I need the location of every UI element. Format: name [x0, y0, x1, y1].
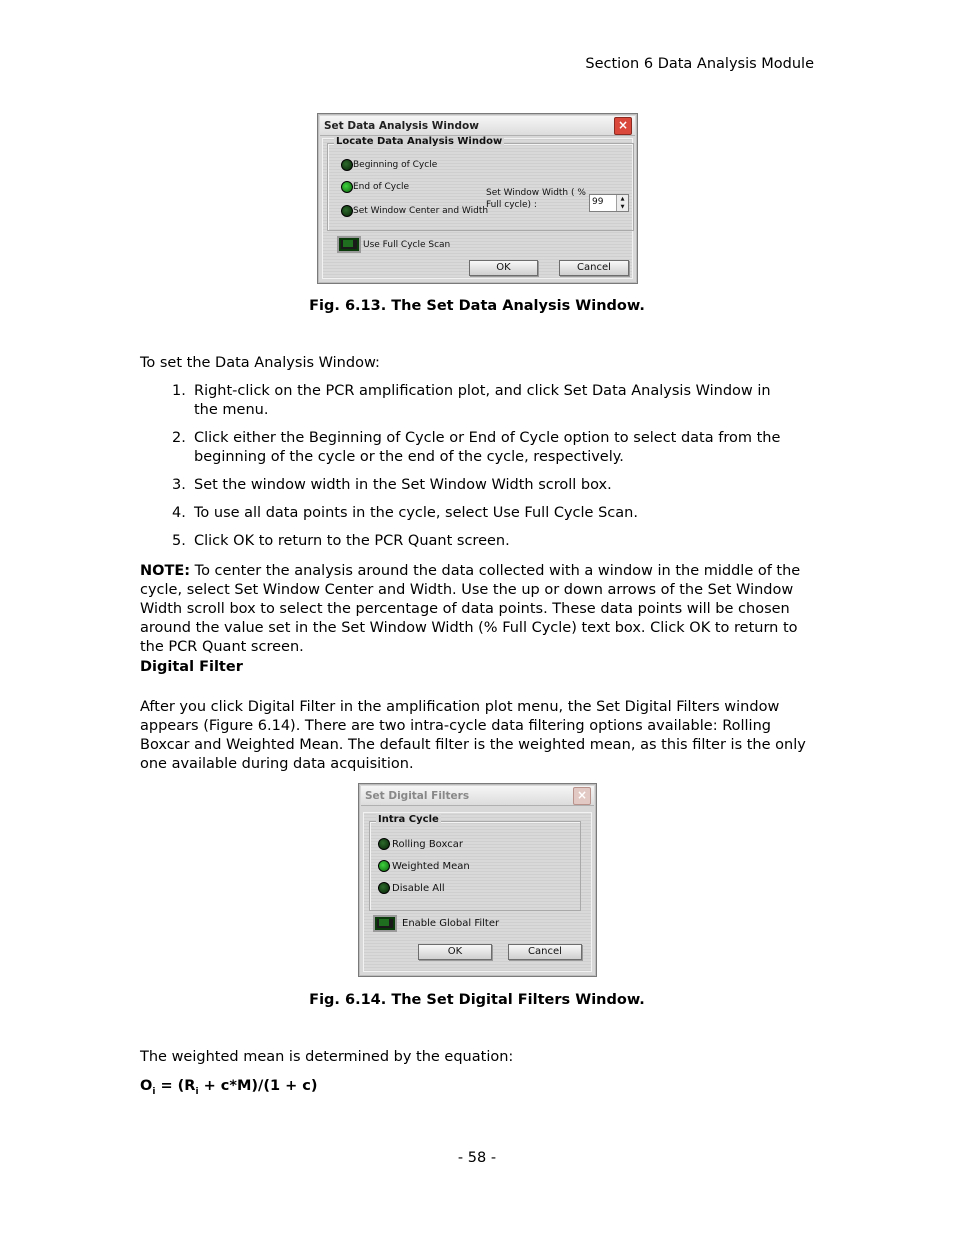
note-paragraph: [140, 562, 820, 657]
list-number: 1.: [172, 383, 186, 399]
list-number: 2.: [172, 430, 186, 446]
cancel-button[interactable]: Cancel: [559, 260, 629, 276]
radio-label: End of Cycle: [353, 182, 410, 192]
rolling-boxcar-radio[interactable]: [378, 838, 390, 850]
section-heading: Digital Filter: [140, 659, 243, 675]
radio-label: Rolling Boxcar: [392, 839, 463, 850]
window-width-spinner[interactable]: [589, 194, 629, 212]
equation-intro: The weighted mean is determined by the equation:: [140, 1049, 514, 1065]
intro-text: To set the Data Analysis Window:: [140, 355, 380, 371]
equation-subscript: i: [152, 1086, 156, 1097]
set-digital-filters-dialog: [358, 783, 597, 977]
dialog-title: Set Digital Filters: [365, 790, 470, 802]
running-header: Section 6 Data Analysis Module: [585, 56, 814, 72]
window-width-value: 99: [592, 197, 604, 207]
dialog-title-bar[interactable]: [361, 786, 594, 806]
equation-part: = (R: [155, 1078, 196, 1094]
equation-part: O: [140, 1078, 153, 1094]
end-of-cycle-radio[interactable]: [341, 181, 353, 193]
window-width-label: Set Window Width ( %: [486, 188, 586, 198]
figure-caption: Fig. 6.14. The Set Digital Filters Window.: [309, 992, 645, 1008]
equation-subscript: i: [195, 1086, 199, 1097]
weighted-mean-radio[interactable]: [378, 860, 390, 872]
disable-all-radio[interactable]: [378, 882, 390, 894]
list-number: 3.: [172, 477, 186, 493]
checkbox-label: Use Full Cycle Scan: [363, 240, 451, 250]
enable-global-filter-checkbox[interactable]: [373, 915, 397, 932]
use-full-cycle-checkbox[interactable]: [337, 236, 361, 253]
page-number: - 58 -: [457, 1150, 497, 1166]
ok-button[interactable]: OK: [469, 260, 538, 276]
group-label: Intra Cycle: [378, 814, 439, 825]
radio-label: Set Window Center and Width: [353, 206, 489, 216]
list-number: 5.: [172, 533, 186, 549]
checkbox-label: Enable Global Filter: [402, 918, 500, 929]
filter-paragraph: After you click Digital Filter in the amplification plot menu, the Set Digital Filters window appears (Figure 6.14). There are two intra-cycle data filtering options available: Rolling Boxcar and Weighted Mean. The default filter is the weighted mean, as this filter is the only one available during data acquisition.: [140, 699, 806, 772]
spinner-arrows-icon[interactable]: ▲ ▼: [616, 195, 628, 211]
dialog-title: Set Data Analysis Window: [324, 120, 479, 132]
dialog-body: [363, 812, 592, 972]
set-data-analysis-window-dialog: [317, 113, 638, 284]
list-text: Click either the Beginning of Cycle or End of Cycle option to select data from the beginning of the cycle or the end of the cycle, respectively.: [194, 430, 781, 465]
beginning-of-cycle-radio[interactable]: [341, 159, 353, 171]
close-icon[interactable]: ×: [614, 117, 632, 135]
ok-button[interactable]: OK: [418, 944, 492, 960]
note-text: To center the analysis around the data collected with a window in the middle of the cycle, select Set Window Center and Width. Use the up or down arrows of the Set Window Width scroll box to select the percentage of data points. These data points will be chosen around the value set in the Set Window Width (% Full Cycle) text box. Click OK to return to the PCR Quant screen.: [140, 563, 801, 655]
equation-part: + c*M)/(1 + c): [198, 1078, 318, 1094]
list-number: 4.: [172, 505, 186, 521]
list-text: Right-click on the PCR amplification plot, and click Set Data Analysis Window in the menu.: [194, 383, 771, 418]
radio-label: Disable All: [392, 883, 445, 894]
list-text: Click OK to return to the PCR Quant screen.: [194, 533, 510, 549]
window-width-label-2: Full cycle) :: [486, 200, 537, 210]
note-label: NOTE:: [140, 563, 191, 579]
cancel-button[interactable]: Cancel: [508, 944, 582, 960]
group-label: Locate Data Analysis Window: [336, 136, 503, 147]
set-window-center-radio[interactable]: [341, 205, 353, 217]
dialog-title-bar[interactable]: [320, 116, 635, 136]
radio-label: Beginning of Cycle: [353, 160, 438, 170]
list-text: To use all data points in the cycle, select Use Full Cycle Scan.: [194, 505, 638, 521]
list-text: Set the window width in the Set Window Width scroll box.: [194, 477, 612, 493]
dialog-body: [322, 138, 633, 279]
close-icon[interactable]: ×: [573, 787, 591, 805]
equation: [140, 1077, 820, 1102]
figure-caption: Fig. 6.13. The Set Data Analysis Window.: [309, 298, 645, 314]
radio-label: Weighted Mean: [392, 861, 470, 872]
